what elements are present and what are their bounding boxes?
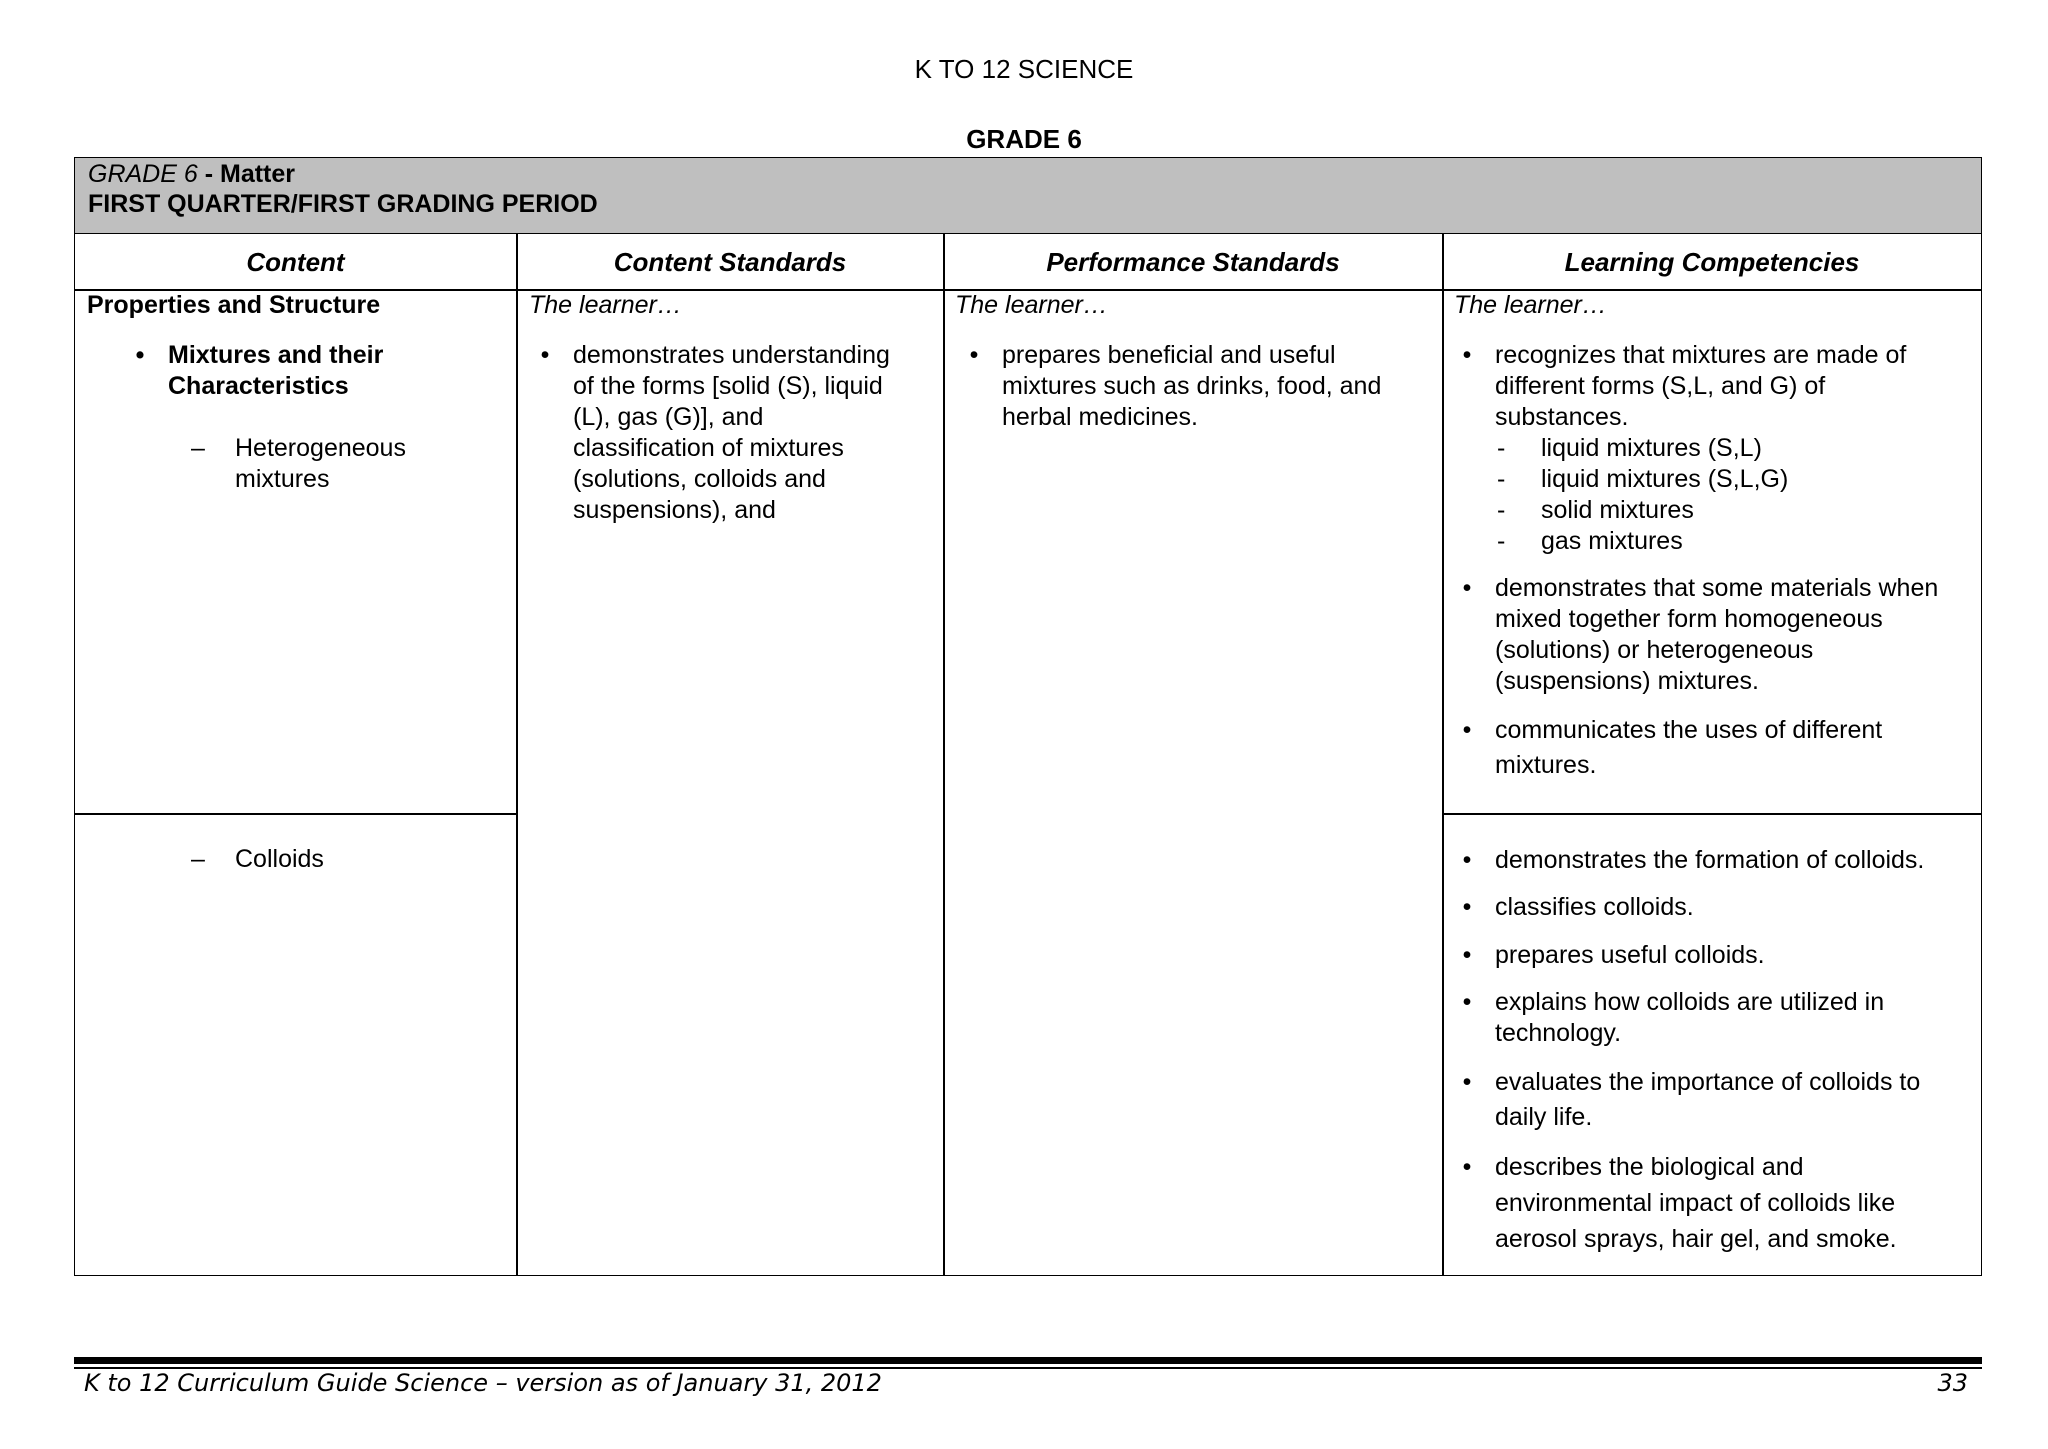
band-period: FIRST QUARTER/FIRST GRADING PERIOD	[88, 190, 598, 218]
column-divider	[1442, 234, 1444, 1275]
bullet-icon: •	[1462, 574, 1472, 602]
competency-line: demonstrates that some materials when	[1495, 574, 1939, 602]
bullet-icon: •	[135, 341, 145, 369]
column-header-learning-competencies: Learning Competencies	[1564, 247, 1860, 277]
dash-icon: –	[191, 434, 205, 462]
competency-line: technology.	[1495, 1019, 1622, 1047]
standard-item	[529, 340, 939, 526]
column-divider	[943, 234, 945, 1275]
performance-line: prepares beneficial and useful	[1002, 341, 1336, 369]
content-standards-cell	[529, 290, 939, 526]
bullet-icon: •	[1462, 1153, 1472, 1181]
content-subtopic	[124, 340, 512, 402]
bullet-icon: •	[969, 341, 979, 369]
row-divider	[1442, 813, 1982, 815]
competency-line: explains how colloids are utilized in	[1495, 988, 1885, 1016]
bullet-icon: •	[1462, 893, 1472, 921]
sub-item	[1495, 495, 1984, 526]
sub-item-line: gas mixtures	[1541, 527, 1683, 555]
dash-icon: -	[1497, 465, 1506, 493]
content-cell-row1	[87, 290, 512, 495]
dash-icon: -	[1497, 434, 1506, 462]
competency-item	[1451, 892, 1984, 923]
standard-line: classification of mixtures	[573, 434, 844, 462]
competency-line: mixed together form homogeneous	[1495, 605, 1883, 633]
competency-line: classifies colloids.	[1495, 893, 1694, 921]
competency-item	[1451, 713, 1984, 783]
item-line: Colloids	[235, 845, 324, 873]
competency-item	[1451, 1065, 1984, 1135]
competency-line: evaluates the importance of colloids to	[1495, 1068, 1921, 1096]
content-cell-row2	[87, 844, 512, 875]
bullet-icon: •	[1462, 1068, 1472, 1096]
competency-line: (solutions) or heterogeneous	[1495, 636, 1814, 664]
sub-item	[1495, 526, 1984, 557]
competency-line: demonstrates the formation of colloids.	[1495, 846, 1925, 874]
dash-icon: –	[191, 845, 205, 873]
column-header-content-standards: Content Standards	[613, 247, 847, 277]
learner-label: The learner…	[1454, 291, 1607, 319]
performance-line: mixtures such as drinks, food, and	[1002, 372, 1382, 400]
competency-line: environmental impact of colloids like	[1495, 1189, 1896, 1217]
item-line: Heterogeneous	[235, 434, 406, 462]
learner-label: The learner…	[529, 291, 682, 319]
competency-line: (suspensions) mixtures.	[1495, 667, 1759, 695]
subtopic-line: Mixtures and their	[168, 341, 384, 369]
standard-line: of the forms [solid (S), liquid	[573, 372, 883, 400]
band-grade: GRADE 6	[88, 160, 198, 188]
competency-line: prepares useful colloids.	[1495, 941, 1765, 969]
page-number: 33	[1937, 1369, 1968, 1397]
bullet-icon: •	[540, 341, 550, 369]
competency-line: communicates the uses of different	[1495, 716, 1883, 744]
content-topic: Properties and Structure	[87, 291, 381, 319]
competency-item	[1451, 987, 1984, 1049]
footer-rule	[74, 1357, 1982, 1364]
dash-icon: -	[1497, 527, 1506, 555]
curriculum-table	[74, 233, 1982, 1276]
content-item-colloids	[187, 844, 512, 875]
item-line: mixtures	[235, 465, 330, 493]
standard-line: suspensions), and	[573, 496, 776, 524]
competencies-cell-row1	[1454, 290, 1984, 783]
sub-item-line: solid mixtures	[1541, 496, 1694, 524]
competency-line: mixtures.	[1495, 751, 1597, 779]
band-subject: - Matter	[204, 160, 296, 188]
dash-icon: -	[1497, 496, 1506, 524]
competency-line: daily life.	[1495, 1103, 1593, 1131]
bullet-icon: •	[1462, 341, 1472, 369]
sub-item	[1495, 464, 1984, 495]
bullet-icon: •	[1462, 988, 1472, 1016]
document-header: K TO 12 SCIENCE	[914, 54, 1134, 84]
competency-line: aerosol sprays, hair gel, and smoke.	[1495, 1225, 1897, 1253]
standard-line: demonstrates understanding	[573, 341, 890, 369]
learner-label: The learner…	[955, 291, 1108, 319]
content-item-heterogeneous	[187, 433, 512, 495]
sub-item-line: liquid mixtures (S,L,G)	[1541, 465, 1789, 493]
sub-item	[1495, 433, 1984, 464]
band-grade-subject	[88, 159, 295, 190]
performance-line: herbal medicines.	[1002, 403, 1198, 431]
grade-band	[74, 157, 1982, 234]
footer-caption: K to 12 Curriculum Guide Science – version as of January 31, 2012	[84, 1369, 882, 1397]
row-divider	[75, 813, 517, 815]
competency-item	[1451, 845, 1984, 876]
column-divider	[516, 234, 518, 1275]
competency-item	[1451, 573, 1984, 697]
standard-line: (solutions, colloids and	[573, 465, 826, 493]
grade-title: GRADE 6	[966, 124, 1082, 154]
competency-line: substances.	[1495, 403, 1629, 431]
competency-item	[1451, 1149, 1984, 1257]
competency-line: recognizes that mixtures are made of	[1495, 341, 1907, 369]
performance-standards-cell	[955, 290, 1440, 433]
column-header-performance-standards: Performance Standards	[1046, 247, 1340, 277]
bullet-icon: •	[1462, 941, 1472, 969]
competency-item	[1451, 940, 1984, 971]
performance-item	[958, 340, 1440, 433]
bullet-icon: •	[1462, 846, 1472, 874]
sub-item-line: liquid mixtures (S,L)	[1541, 434, 1762, 462]
standard-line: (L), gas (G)], and	[573, 403, 764, 431]
competency-line: describes the biological and	[1495, 1153, 1804, 1181]
bullet-icon: •	[1462, 716, 1472, 744]
competency-item	[1451, 340, 1984, 557]
competencies-cell-row2	[1454, 845, 1984, 1257]
subtopic-line: Characteristics	[168, 372, 349, 400]
competency-line: different forms (S,L, and G) of	[1495, 372, 1826, 400]
column-header-content: Content	[246, 247, 345, 277]
